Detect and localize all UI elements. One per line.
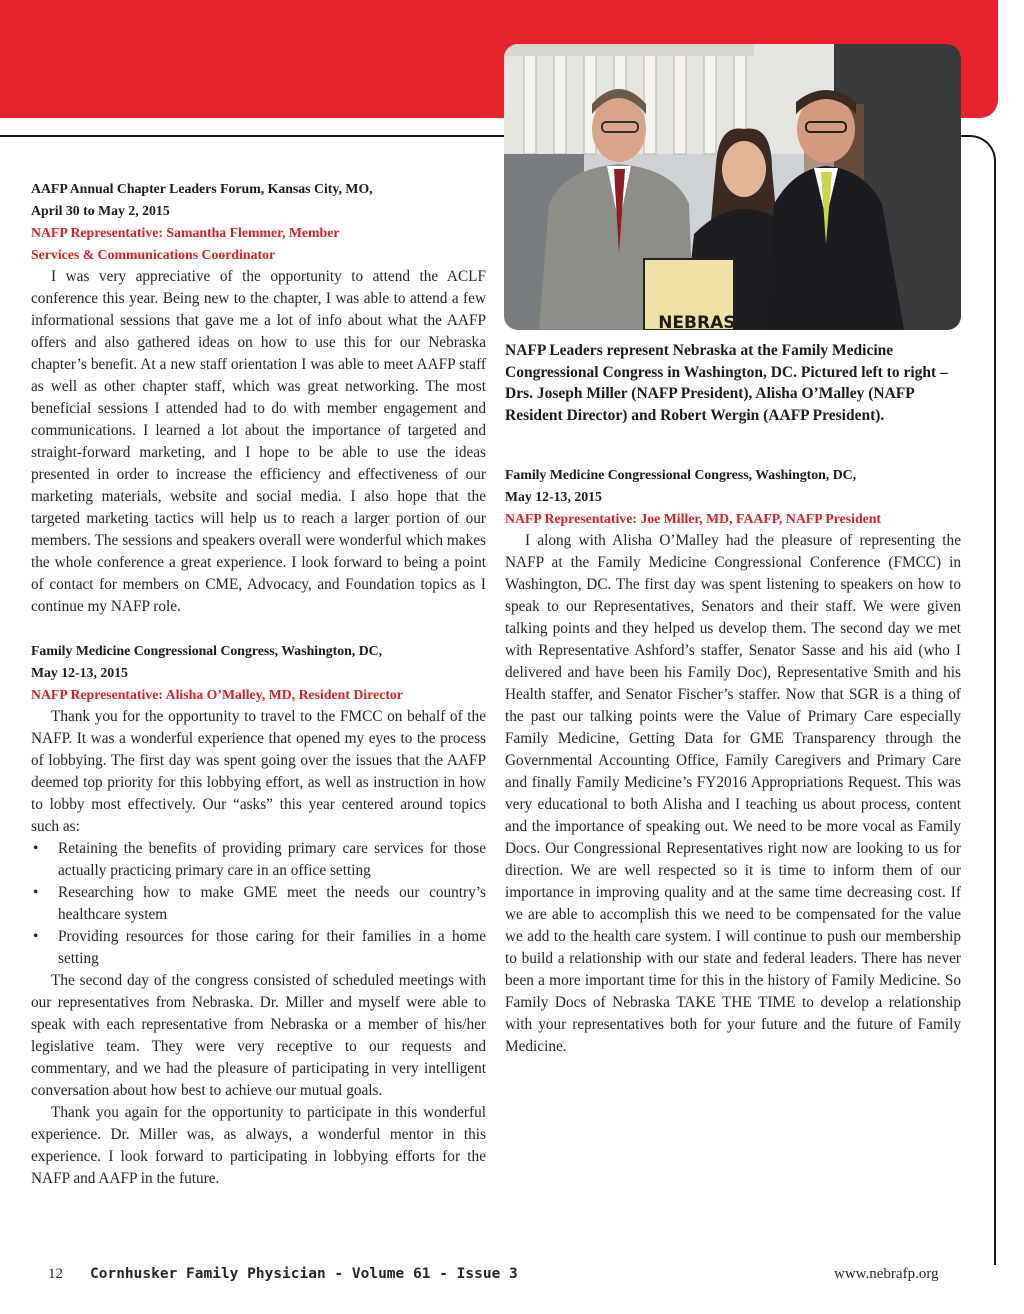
article2-para2: The second day of the congress consisted of scheduled meetings with our representatives from Nebraska. Dr. Miller and myself were able to speak with each representative from Nebraska or a member of his/her legislative team. They were very receptive to our requests and commentary, and we had the pleasure of participating in very intelligent conversation about how best to achieve our mutual goals. — [31, 972, 486, 1099]
bullet-icon: • — [33, 840, 39, 857]
list-item — [31, 882, 486, 926]
bullet-text: Researching how to make GME meet the needs our country’s healthcare system — [58, 884, 486, 923]
article2-bullet-list — [31, 838, 486, 970]
article1-title-line1: AAFP Annual Chapter Leaders Forum, Kansas City, MO, — [31, 181, 373, 196]
article2-title-line1: Family Medicine Congressional Congress, Washington, DC, — [31, 643, 383, 658]
article2-para3: Thank you again for the opportunity to participate in this wonderful experience. Dr. Miller was, as always, a wonderful mentor in this experience. I look forward to participating in lobbying efforts for the NAFP and AAFP in the future. — [31, 1104, 486, 1187]
article3-title-line2: May 12-13, 2015 — [505, 489, 602, 504]
photo-caption: NAFP Leaders represent Nebraska at the Family Medicine Congressional Congress in Washington, DC. Pictured left to right – Drs. Joseph Miller (NAFP President), Alisha O’Malley (NAFP Resident Director) and Robert Wergin (AAFP President). — [505, 342, 948, 424]
article3-title — [505, 464, 961, 508]
article1-body: I was very appreciative of the opportunity to attend the ACLF conference this year. Being new to the chapter, I was able to attend a few informational sessions that gave me a lot of info about what the AAFP offers and also gathered ideas on how to use this for our Nebraska chapter’s benefit. At a new staff orientation I was able to meet AAFP staff as well as other chapter staff, which was great networking. The most beneficial sessions I attended had to do with member engagement and communications. I learned a lot about the importance of targeted and straight-forward marketing, and I hope to be able to use the ideas presented in order to increase the efficiency and effectiveness of our marketing materials, website and social media. I also hope that the targeted marketing tactics will help us to reach a larger portion of our members. The sessions and speakers overall were wonderful which makes the whole conference a great experience. I look forward to being a point of contact for members on CME, Advocacy, and Foundation topics as I continue my NAFP role. — [31, 268, 486, 615]
article1-representative — [31, 222, 486, 266]
article1-rep-line2: Services & Communications Coordinator — [31, 247, 276, 262]
bullet-text: Providing resources for those caring for their families in a home setting — [58, 928, 486, 967]
website-url: www.nebrafp.org — [834, 1266, 939, 1282]
group-photo — [504, 44, 961, 330]
magazine-title: Cornhusker Family Physician - Volume 61 - Issue 3 — [90, 1266, 518, 1282]
nebraska-sign-text: NEBRASKA — [658, 313, 762, 330]
article3-representative: NAFP Representative: Joe Miller, MD, FAAFP, NAFP President — [505, 511, 882, 526]
bullet-icon: • — [33, 928, 39, 945]
article3-title-line1: Family Medicine Congressional Congress, Washington, DC, — [505, 467, 857, 482]
bullet-icon: • — [33, 884, 39, 901]
article2-title — [31, 640, 486, 684]
article3-body: I along with Alisha O’Malley had the pleasure of representing the NAFP at the Family Medicine Congressional Conference (FMCC) in Washington, DC. The first day was spent listening to speakers on how to speak to our Representatives, Senators and their staff. We were given talking points and they helped us develop them. The second day we met with Representative Ashford’s staffer, Senator Sasse and his aid (who I delivered and have been his Family Doc), Representative Smith and his Health staffer, and Senator Fischer’s staffer. Now that SGR is a thing of the past our talking points were the Value of Primary Care especially Family Medicine, Getting Data for GME Transparency through the Governmental Accounting Office, Family Caregivers and Primary Care and finally Family Medicine’s FY2016 Appropriations Request. This was very educational to both Alisha and I teaching us about process, content and the importance of speaking out. We need to be more vocal as Family Docs. Our Congressional Representatives right now are looking to us for direction. We are well respected so it is time to inform them of our importance in improving quality and at the same time decreasing cost. If we are able to accomplish this we need to be compensated for the value we add to the health care system. I will continue to push our membership to build a relationship with our state and federal leaders. There has never been a more important time for this in the history of Family Medicine. So Family Docs of Nebraska TAKE THE TIME to develop a relationship with your representatives both for your future and the future of Family Medicine. — [505, 532, 961, 1055]
list-item — [31, 926, 486, 970]
page-number: 12 — [48, 1266, 63, 1282]
article1-rep-line1: NAFP Representative: Samantha Flemmer, Member — [31, 225, 340, 240]
right-column — [505, 464, 961, 1058]
article2-representative: NAFP Representative: Alisha O’Malley, MD, Resident Director — [31, 687, 403, 702]
article1-title-line2: April 30 to May 2, 2015 — [31, 203, 170, 218]
list-item — [31, 838, 486, 882]
article2-intro: Thank you for the opportunity to travel to the FMCC on behalf of the NAFP. It was a wonderful experience that opened my eyes to the process of lobbying. The first day was spent going over the issues that the AAFP deemed top priority for this lobbying effort, as well as instruction in how to lobby most effectively. Our “asks” this year centered around topics such as: — [31, 708, 486, 835]
article2-title-line2: May 12-13, 2015 — [31, 665, 128, 680]
left-column — [31, 178, 486, 1190]
article1-title — [31, 178, 486, 222]
bullet-text: Retaining the benefits of providing primary care services for those actually practicing primary care in an office setting — [58, 840, 486, 879]
